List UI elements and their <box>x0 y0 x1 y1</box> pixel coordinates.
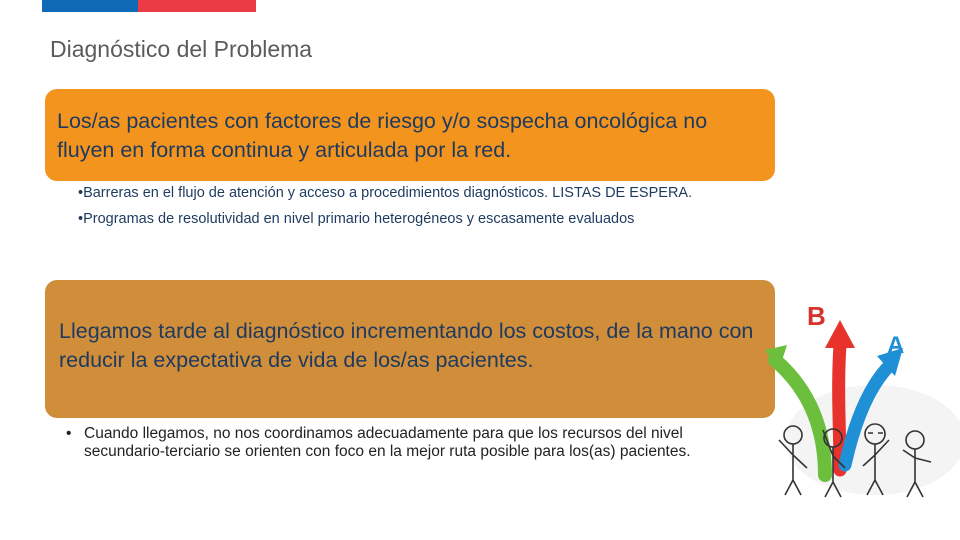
list-item: •Programas de resolutividad en nivel primario heterogéneos y escasamente evaluados <box>78 211 635 227</box>
slide-title: Diagnóstico del Problema <box>50 36 313 62</box>
red-arrowhead-icon <box>825 320 855 348</box>
flag-red-segment <box>138 0 256 12</box>
problem-text: Los/as pacientes con factores de riesgo y/o sospecha oncológica no fluyen en forma continua y articulada por la red. <box>57 109 708 162</box>
consequence-box <box>45 280 775 418</box>
coordination-list <box>66 425 756 461</box>
flag-blue-segment <box>42 0 138 12</box>
barriers-list <box>78 185 768 237</box>
consequence-text: Llegamos tarde al diagnóstico incrementando los costos, de la mano con reducir la expectativa de vida de los/as pacientes. <box>59 319 754 372</box>
problem-box <box>45 89 775 181</box>
flag-bar <box>42 0 256 12</box>
letter-a: A <box>887 332 905 359</box>
letter-b: B <box>807 301 826 331</box>
list-item: Cuando llegamos, no nos coordinamos adecuadamente para que los recursos del nivel secundario-terciario se orienten con foco en la mejor ruta posible para los(as) pacientes. <box>84 425 691 460</box>
list-item: •Barreras en el flujo de atención y acceso a procedimientos diagnósticos. LISTAS DE ESPERA. <box>78 185 693 201</box>
bullet-marker: • <box>66 425 72 442</box>
red-arrow-icon <box>839 345 840 470</box>
decision-arrows-illustration <box>765 290 960 500</box>
